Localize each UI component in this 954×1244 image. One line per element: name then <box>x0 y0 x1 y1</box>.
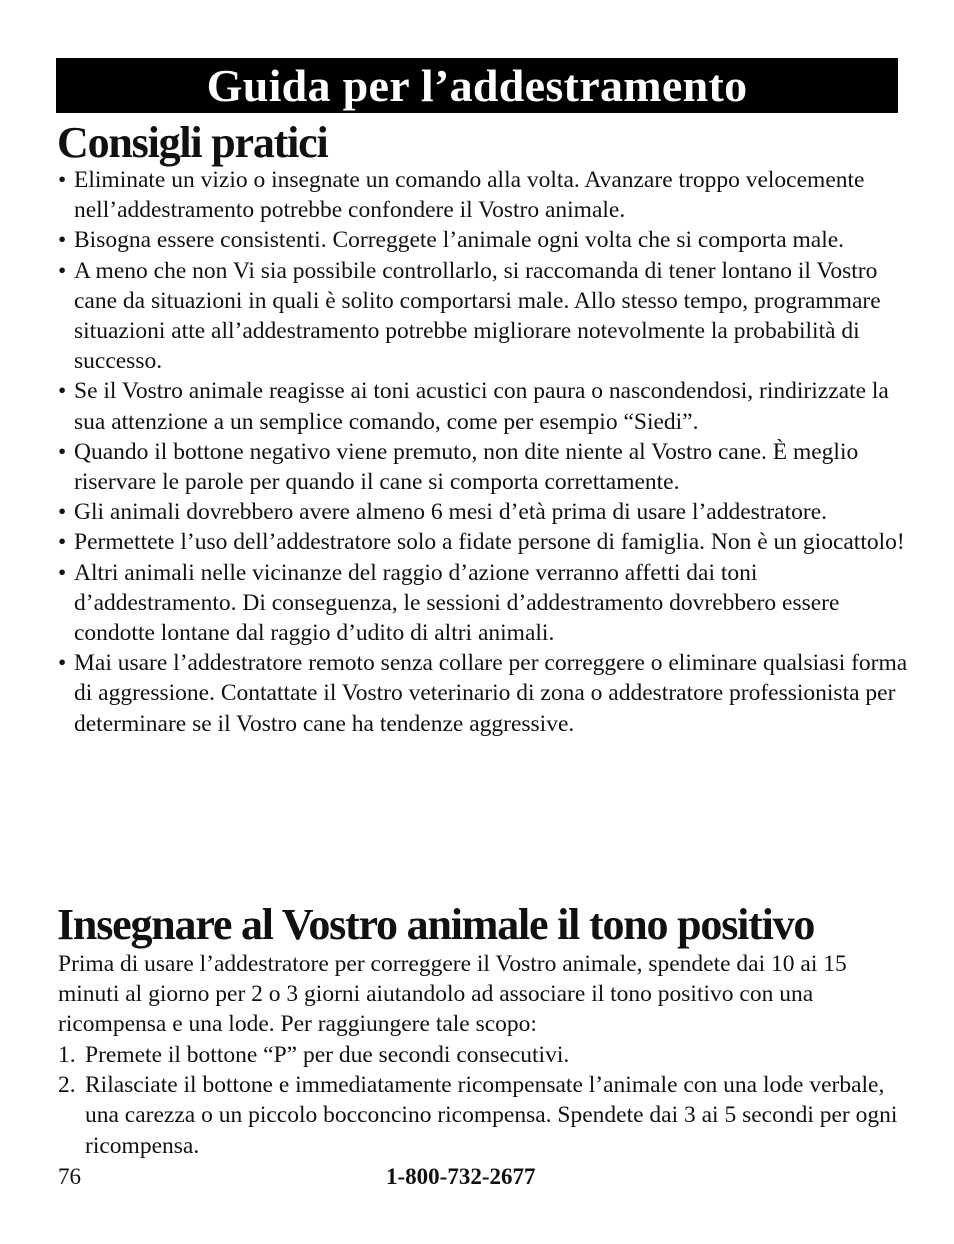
page-number: 76 <box>58 1164 81 1189</box>
intro-paragraph: Prima di usare l’addestratore per correggere il Vostro animale, spendete dai 10 ai 15 minuti al giorno per 2 o 3 giorni aiutandolo ad associare il tono positivo con una ricompensa e una lode. Per raggiungere tale scopo: <box>58 951 847 1038</box>
tip-item <box>58 165 908 225</box>
bullet-icon: • <box>58 499 67 526</box>
section-banner: Guida per l’addestramento <box>56 58 898 113</box>
bullet-icon: • <box>58 257 67 284</box>
step-text: Rilasciate il bottone e immediatamente ricompensate l’animale con una lode verbale, una carezza o un piccolo bocconcino ricompensa. Spendete dai 3 ai 5 secondi per ogni ricompensa. <box>85 1072 898 1159</box>
bullet-icon: • <box>58 650 67 677</box>
tip-text: Bisogna essere consistenti. Correggete l’animale ogni volta che si comporta male. <box>74 227 845 254</box>
tip-text: Permettete l’uso dell’addestratore solo a fidate persone di famiglia. Non è un giocattolo! <box>74 529 905 556</box>
tip-text: Altri animali nelle vicinanze del raggio d’azione verranno affetti dai toni d’addestramento. Di conseguenza, le sessioni d’addestramento dovrebbero essere condotte lontane dal raggio d’udito di altri animali. <box>74 559 840 647</box>
tip-item <box>58 648 908 739</box>
tip-item <box>58 376 908 436</box>
bullet-icon: • <box>58 559 67 586</box>
tip-item <box>58 225 908 255</box>
heading-tono-positivo: Insegnare al Vostro animale il tono positivo <box>57 900 815 949</box>
bullet-icon: • <box>58 529 67 556</box>
tip-item <box>58 527 908 557</box>
tip-item <box>58 256 908 377</box>
heading-consigli-pratici: Consigli pratici <box>57 118 328 167</box>
tip-text: Eliminate un vizio o insegnate un comando alla volta. Avanzare troppo velocemente nell’addestramento potrebbe confondere il Vostro animale. <box>74 167 865 224</box>
tip-text: Quando il bottone negativo viene premuto, non dite niente al Vostro cane. È meglio riservare le parole per quando il cane si comporta correttamente. <box>74 438 859 496</box>
tips-list <box>58 165 908 739</box>
bullet-icon: • <box>58 167 67 193</box>
tip-text: Se il Vostro animale reagisse ai toni acustici con paura o nascondendosi, rindirizzate la sua attenzione a un semplice comando, come per esempio “Siedi”. <box>74 378 889 435</box>
bullet-icon: • <box>58 227 67 254</box>
tip-item <box>58 558 908 649</box>
step-item <box>58 1070 908 1161</box>
tip-text: Mai usare l’addestratore remoto senza collare per correggere o eliminare qualsiasi forma di aggressione. Contattate il Vostro veterinario di zona o addestratore professionista per determinare se il Vostro cane ha tendenze aggressive. <box>74 650 908 737</box>
phone-number: 1-800-732-2677 <box>386 1164 536 1189</box>
step-number: 2. <box>58 1072 76 1099</box>
tip-text: A meno che non Vi sia possibile controllarlo, si raccomanda di tener lontano il Vostro cane da situazioni in quali è solito comportarsi male. Allo stesso tempo, programmare situazioni atte all’addestramento potrebbe migliorare notevolmente la probabilità di successo. <box>74 257 881 375</box>
step-text: Premete il bottone “P” per due secondi consecutivi. <box>85 1042 570 1068</box>
tip-text: Gli animali dovrebbero avere almeno 6 mesi d’età prima di usare l’addestratore. <box>74 499 828 526</box>
bullet-icon: • <box>58 438 67 465</box>
bullet-icon: • <box>58 378 67 405</box>
steps-list <box>58 1040 908 1161</box>
step-item <box>58 1040 908 1070</box>
step-number: 1. <box>58 1042 76 1068</box>
tip-item <box>58 497 908 527</box>
tip-item <box>58 437 908 497</box>
